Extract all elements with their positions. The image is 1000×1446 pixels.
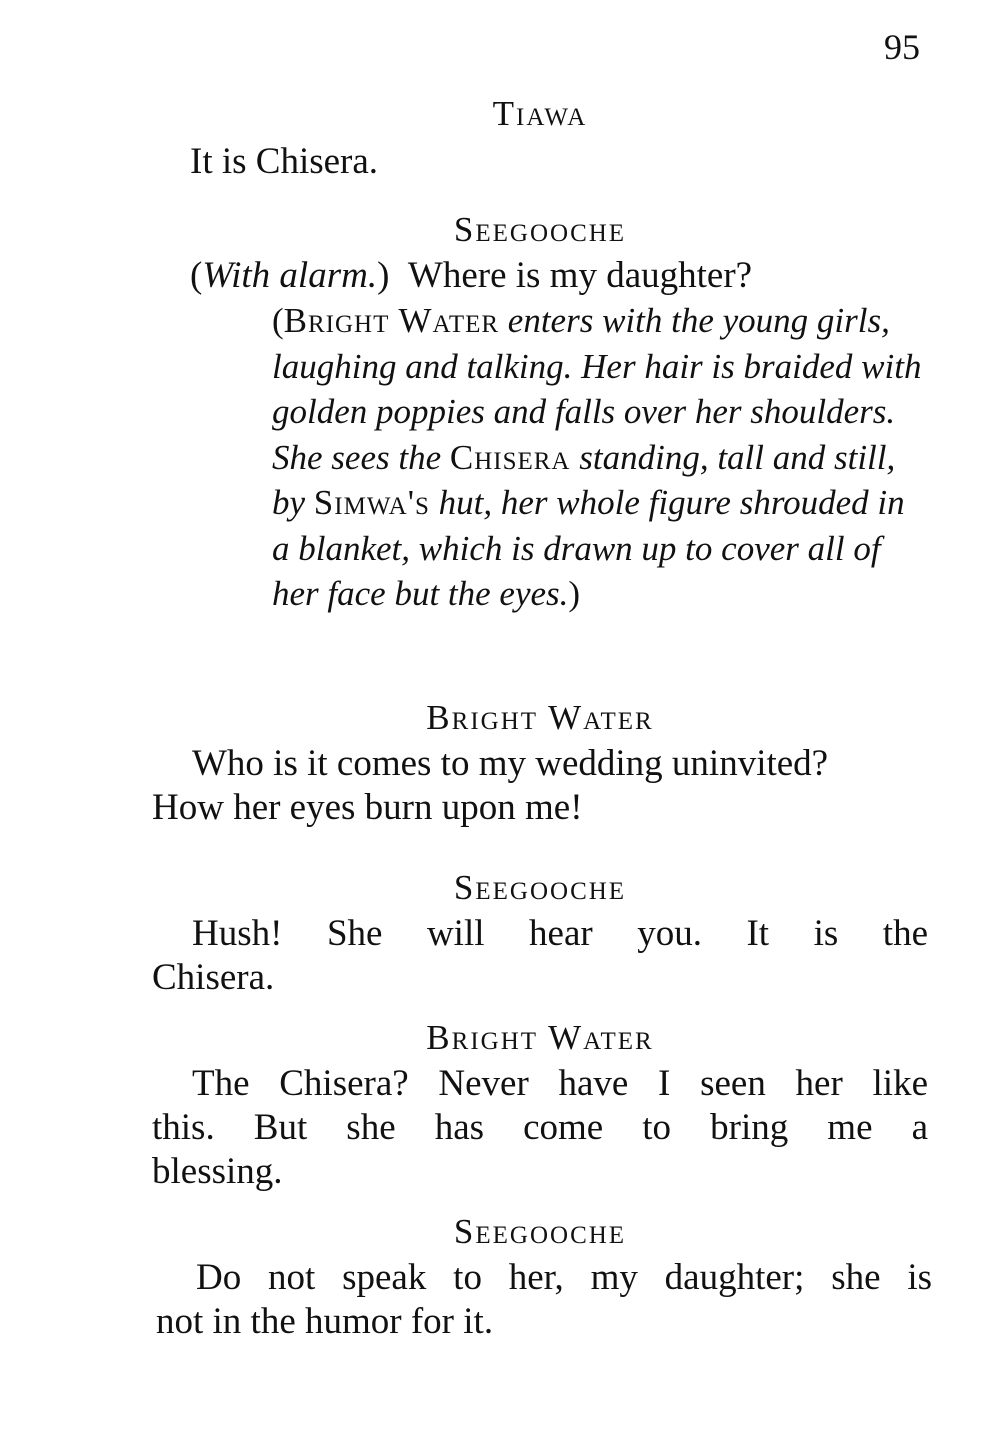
dialogue-line: Do not speak to her, my daughter; she is: [196, 1257, 932, 1298]
dialogue-line: this. But she has come to bring me a: [152, 1107, 928, 1148]
paren-open: (: [272, 301, 284, 340]
stage-aside: With alarm.: [202, 255, 378, 296]
stage-text: enters with the young girls, laughing and talking. Her hair is braided with golden poppies and falls over her shoulders. She sees the: [272, 301, 922, 477]
stage-text: standing, tall and still, by: [272, 437, 896, 522]
speaker-name: Seegooche: [453, 1212, 627, 1251]
dialogue-line: not in the humor for it.: [156, 1301, 494, 1342]
dialogue-line: blessing.: [152, 1151, 283, 1192]
character-name: Simwa's: [313, 483, 430, 522]
dialogue-line-with-aside: (With alarm.) Where is my daughter?: [190, 255, 753, 296]
dialogue-line: How her eyes burn upon me!: [152, 787, 583, 828]
dialogue-line: It is Chisera.: [190, 141, 379, 182]
character-name: Bright Water: [283, 301, 500, 340]
speaker-name: Seegooche: [453, 210, 627, 249]
dialogue-line: Hush! She will hear you. It is the: [192, 913, 928, 954]
dialogue-line: The Chisera? Never have I seen her like: [192, 1063, 928, 1104]
dialogue-text: Where is my daughter?: [407, 255, 753, 296]
dialogue-line: Who is it comes to my wedding uninvited?: [192, 743, 829, 784]
stage-text: hut, her whole figure shrouded in a blanket, which is drawn up to cover all of her face but the eyes.: [272, 483, 905, 613]
speaker-name: Tiawa: [492, 94, 588, 133]
speaker-name: Bright Water: [426, 698, 654, 737]
character-name: Chisera: [449, 437, 571, 477]
speaker-name: Seegooche: [453, 868, 627, 907]
stage-direction: [272, 298, 928, 617]
dialogue-line: Chisera.: [152, 957, 275, 998]
page-number: 95: [884, 27, 920, 67]
paren-close: ): [568, 574, 581, 613]
speaker-name: Bright Water: [426, 1018, 654, 1057]
